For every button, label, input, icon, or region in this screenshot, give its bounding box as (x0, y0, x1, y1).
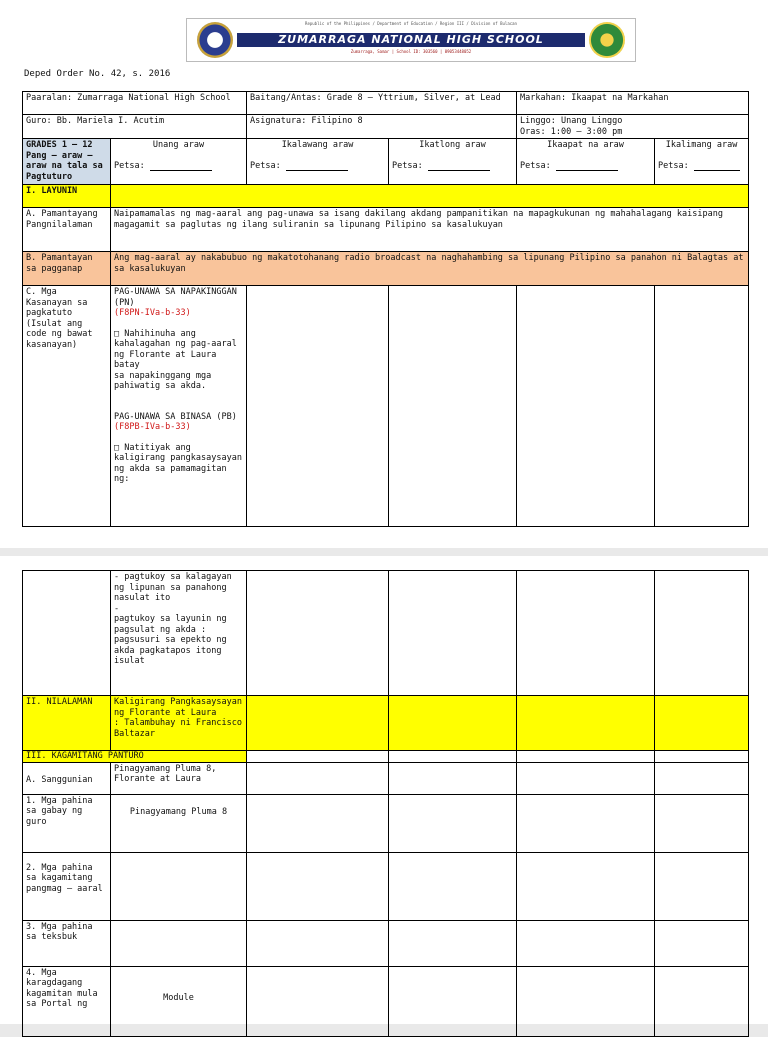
continuation-text: - pagtukoy sa kalagayan ng lipunan sa panahong nasulat ito - pagtukoy sa layunin ng pagsulat ng akda : pagsusuri sa epekto ng akda pagkatapos itong isulat (111, 571, 247, 696)
pb-heading: PAG-UNAWA SA BINASA (PB) (114, 411, 237, 422)
kagamitang-pangmag-aaral-label: 2. Mga pahina sa kagamitang pangmag – aaral (23, 852, 111, 920)
karagdagang-text: Module (111, 966, 247, 1036)
day-2-cell (247, 139, 389, 185)
pn-code: (F8PN-IVa-b-33) (114, 308, 191, 318)
day-1-label: Unang araw (152, 140, 205, 150)
sanggunian-label: A. Sanggunian (23, 762, 111, 794)
banner-top-text: Republic of the Philippines / Department of Education / Region III / Division of Bulacan (305, 21, 517, 26)
pb-text: □ Natitiyak ang kaligirang pangkasaysayan ng akda sa pamamagitan ng: (114, 442, 242, 484)
petsa-blank (694, 161, 740, 171)
day-3-cell (389, 139, 517, 185)
petsa-label: Petsa: (114, 160, 145, 171)
nilalaman-text: Kaligirang Pangkasaysayan ng Florante at Laura : Talambuhay ni Francisco Baltazar (111, 696, 247, 751)
lesson-log-table-continued (22, 570, 749, 1037)
petsa-label: Petsa: (658, 160, 689, 171)
markahan-cell: Markahan: Ikaapat na Markahan (517, 92, 749, 115)
layunin-band (111, 185, 749, 208)
grades-cell: GRADES 1 – 12 Pang – araw – araw na tala sa Pagtuturo (23, 139, 111, 185)
day-1-cell (111, 139, 247, 185)
linggo-oras-cell (517, 115, 749, 139)
school-seal-icon (589, 22, 625, 58)
day-5-label: Ikalimang araw (665, 140, 738, 150)
pamantayang-pangnilalaman-text: Naipamamalas ng mag-aaral ang pag-unawa sa isang dakilang akdang pampanitikan na mapagkukunan ng mahahalagang kaisipang magagamit sa paglutas ng ilang suliranin sa lipunang Pilipino sa kasalukuyan (111, 208, 749, 252)
pamantayang-pangnilalaman-label: A. Pamantayang Pangnilalaman (23, 208, 111, 252)
karagdagang-label: 4. Mga karagdagang kagamitan mula sa Portal ng (23, 966, 111, 1036)
petsa-label: Petsa: (520, 160, 551, 171)
petsa-blank (556, 161, 618, 171)
baitang-cell: Baitang/Antas: Grade 8 – Yttrium, Silver, at Lead (247, 92, 517, 115)
day-4-cell (517, 139, 655, 185)
petsa-label: Petsa: (250, 160, 281, 171)
paaralan-cell: Paaralan: Zumarraga National High School (23, 92, 247, 115)
pn-heading: PAG-UNAWA SA NAPAKINGGAN (PN) (114, 287, 237, 308)
pb-code: (F8PB-IVa-b-33) (114, 422, 191, 432)
sanggunian-text: Pinagyamang Pluma 8, Florante at Laura (111, 762, 247, 794)
petsa-blank (150, 161, 212, 171)
pamantayan-pagganap-text: Ang mag-aaral ay nakabubuo ng makatotohanang radio broadcast na naghahambing sa lipunang Pilipino sa panahon ni Balagtas at sa kasalukuyan (111, 252, 749, 286)
asignatura-cell: Asignatura: Filipino 8 (247, 115, 517, 139)
lesson-log-table (22, 91, 749, 527)
teksbuk-label: 3. Mga pahina sa teksbuk (23, 920, 111, 966)
pn-text: □ Nahihinuha ang kahalagahan ng pag-aaral ng Florante at Laura batay sa napakinggang mga pahiwatig sa akda. (114, 328, 237, 391)
day-4-label: Ikaapat na araw (547, 140, 624, 150)
petsa-blank (428, 161, 490, 171)
gabay-guro-label: 1. Mga pahina sa gabay ng guro (23, 794, 111, 852)
deped-seal-icon (197, 22, 233, 58)
petsa-blank (286, 161, 348, 171)
kasanayan-content (111, 286, 247, 527)
banner-contact-text: Zumarraga, Samar | School ID: 303560 | 09053448052 (350, 49, 472, 54)
kasanayan-label: C. Mga Kasanayan sa pagkatuto (Isulat ang code ng bawat kasanayan) (23, 286, 111, 527)
linggo-text: Linggo: Unang Linggo (520, 116, 623, 126)
document-page-2 (0, 556, 768, 1024)
layunin-heading: I. LAYUNIN (23, 185, 111, 208)
deped-order: Deped Order No. 42, s. 2016 (24, 69, 171, 79)
oras-text: Oras: 1:00 – 3:00 pm (520, 126, 623, 137)
gabay-guro-text: Pinagyamang Pluma 8 (111, 794, 247, 852)
school-banner (186, 18, 636, 62)
day-5-cell (655, 139, 749, 185)
petsa-label: Petsa: (392, 160, 423, 171)
day-2-label: Ikalawang araw (281, 140, 354, 150)
kagamitang-panturo-heading: III. KAGAMITANG PANTURO (23, 751, 247, 763)
pamantayan-pagganap-label: B. Pamantayan sa pagganap (23, 252, 111, 286)
nilalaman-label: II. NILALAMAN (23, 696, 111, 751)
day-3-label: Ikatlong araw (419, 140, 486, 150)
school-name: ZUMARRAGA NATIONAL HIGH SCHOOL (237, 33, 585, 47)
guro-cell: Guro: Bb. Mariela I. Acutim (23, 115, 247, 139)
